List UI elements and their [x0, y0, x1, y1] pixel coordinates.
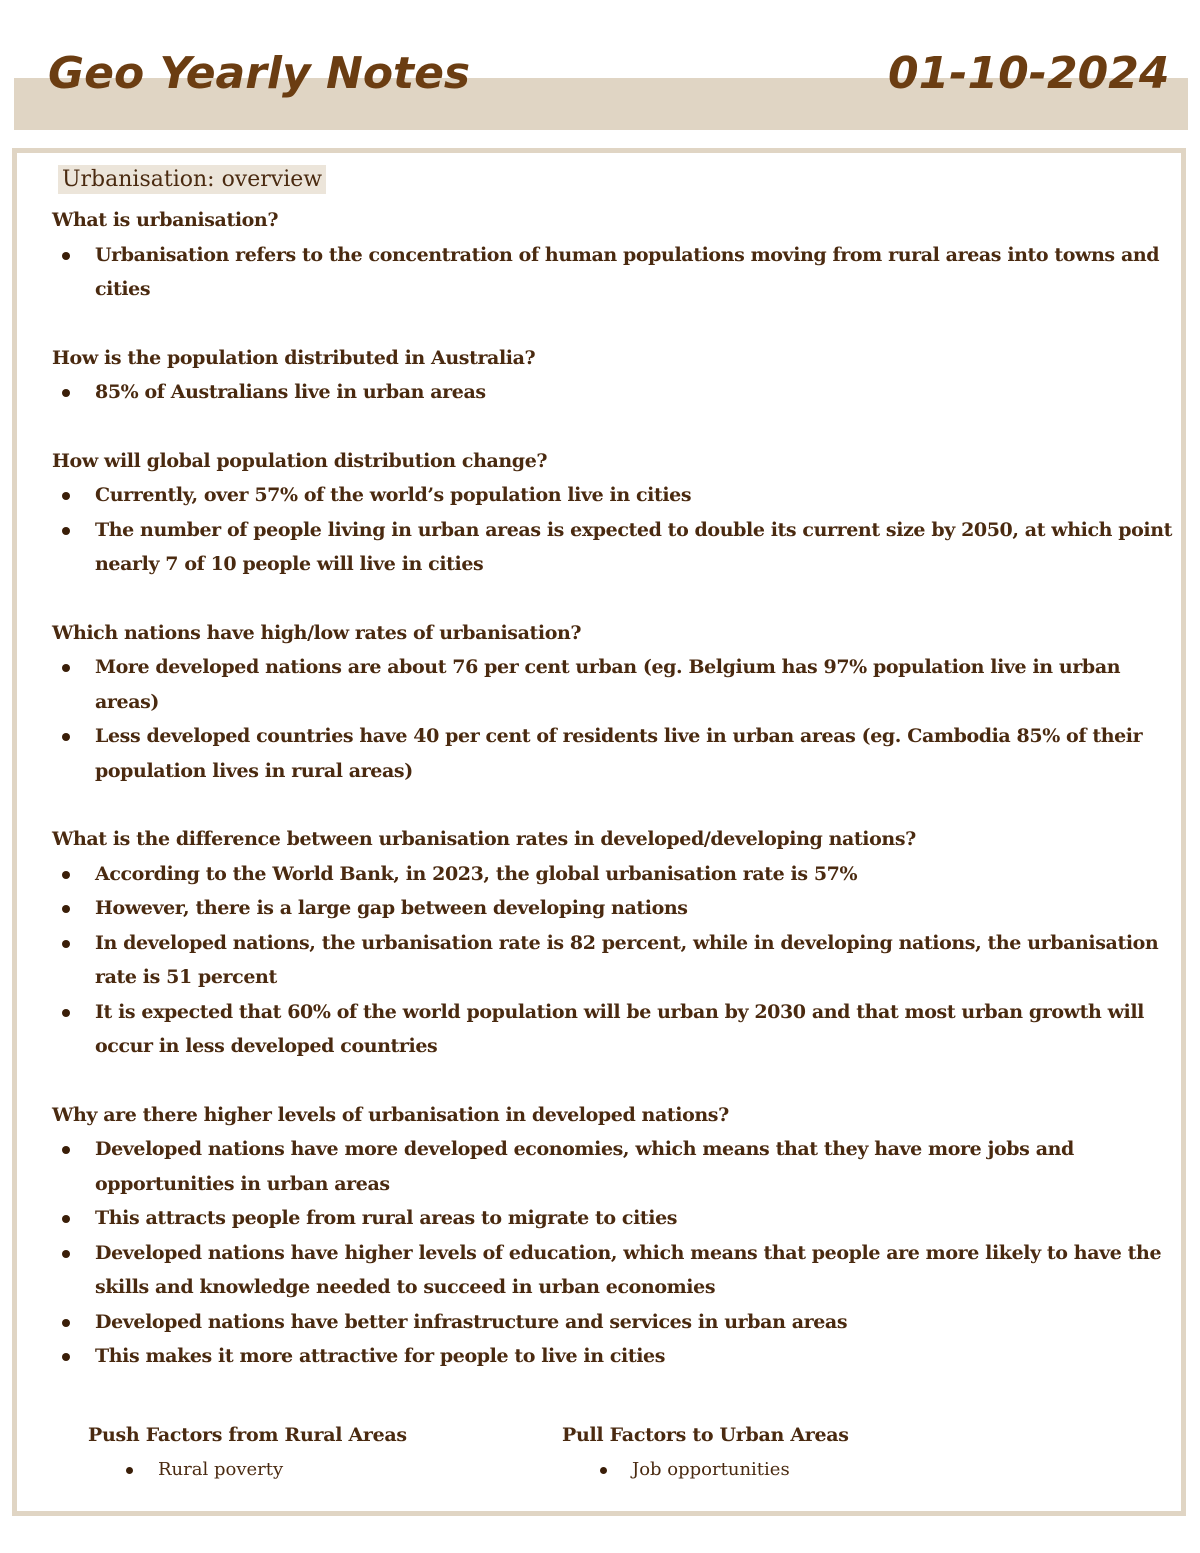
section-question: What is the difference between urbanisation rates in developed/developing nations? [52, 828, 916, 850]
bullet-text: Developed nations have higher levels of education, which means that people are more likely to have the skills and knowledge needed to succeed in urban economies [95, 1241, 1162, 1298]
bullet-dot-icon [62, 871, 70, 879]
notes-body [52, 203, 1182, 1408]
bullet-text: Developed nations have more developed economies, which means that they have more jobs and opportunities in urban areas [95, 1138, 1074, 1195]
pull-factor-label: Job opportunities [632, 1458, 790, 1480]
section-question: How will global population distribution change? [52, 449, 548, 472]
bullet-item [52, 857, 1182, 892]
bullet-list [52, 478, 1182, 582]
pull-factor-item [562, 1453, 849, 1488]
bullet-item [52, 478, 1182, 513]
push-factors-title: Push Factors from Rural Areas [88, 1424, 407, 1446]
bullet-item [52, 513, 1182, 582]
bullet-dot-icon [126, 1467, 133, 1474]
bullet-item [52, 1339, 1182, 1374]
bullet-text: This attracts people from rural areas to migrate to cities [95, 1207, 678, 1229]
bullet-dot-icon [62, 905, 70, 913]
bullet-dot-icon [62, 1146, 70, 1154]
bullet-dot-icon [62, 492, 70, 500]
bullet-dot-icon [62, 733, 70, 741]
bullet-item [52, 995, 1182, 1064]
bullet-item [52, 891, 1182, 926]
bullet-text: According to the World Bank, in 2023, the global urbanisation rate is 57% [95, 862, 858, 885]
bullet-dot-icon [62, 940, 70, 948]
note-section [52, 444, 1182, 582]
note-section [52, 822, 1182, 1064]
bullet-dot-icon [62, 664, 70, 672]
bullet-dot-icon [62, 1353, 70, 1361]
bullet-dot-icon [62, 1215, 70, 1223]
bullet-text: This makes it more attractive for people to live in cities [95, 1345, 666, 1367]
bullet-dot-icon [600, 1467, 607, 1474]
bullet-text: Less developed countries have 40 per cent of residents live in urban areas (eg. Cambodia 85% of their population lives in rural areas) [95, 725, 1143, 782]
section-question: Which nations have high/low rates of urbanisation? [52, 621, 582, 644]
bullet-text: Urbanisation refers to the concentration of human populations moving from rural areas into towns and cities [95, 243, 1160, 300]
note-section [52, 341, 1182, 410]
bullet-text: Developed nations have better infrastructure and services in urban areas [95, 1310, 848, 1333]
bullet-text: In developed nations, the urbanisation rate is 82 percent, while in developing nations, the urbanisation rate is 51 percent [95, 931, 1159, 988]
page-title: Geo Yearly Notes [48, 48, 471, 99]
note-section [52, 616, 1182, 789]
section-question: What is urbanisation? [52, 209, 279, 231]
bullet-item [52, 650, 1182, 719]
section-question: Why are there higher levels of urbanisation in developed nations? [52, 1103, 729, 1126]
bullet-dot-icon [62, 252, 70, 260]
push-factors [88, 1418, 407, 1487]
pull-factors [562, 1418, 849, 1487]
bullet-list [52, 238, 1182, 307]
bullet-item [52, 926, 1182, 995]
bullet-list [52, 857, 1182, 1064]
push-factor-label: Rural poverty [158, 1458, 284, 1480]
bullet-item [52, 1201, 1182, 1236]
bullet-item [52, 238, 1182, 307]
bullet-dot-icon [62, 1319, 70, 1327]
note-section [52, 203, 1182, 307]
bullet-text: More developed nations are about 76 per cent urban (eg. Belgium has 97% population live in urban areas) [95, 656, 1121, 713]
bullet-text: Currently, over 57% of the world’s population live in cities [95, 484, 692, 506]
note-section [52, 1098, 1182, 1374]
bullet-item [52, 719, 1182, 788]
section-question: How is the population distributed in Australia? [52, 346, 536, 369]
bullet-text: 85% of Australians live in urban areas [95, 381, 486, 403]
bullet-item [52, 1305, 1182, 1340]
bullet-list [52, 650, 1182, 788]
pull-factors-title: Pull Factors to Urban Areas [562, 1424, 849, 1446]
section-title: Urbanisation: overview [58, 165, 326, 194]
bullet-item [52, 375, 1182, 410]
bullet-dot-icon [62, 527, 70, 535]
bullet-text: However, there is a large gap between developing nations [95, 897, 688, 919]
push-factor-item [88, 1453, 407, 1488]
bullet-dot-icon [62, 389, 70, 397]
bullet-list [52, 1132, 1182, 1374]
bullet-dot-icon [62, 1250, 70, 1258]
bullet-dot-icon [62, 1009, 70, 1017]
bullet-list [52, 375, 1182, 410]
page-date: 01-10-2024 [888, 48, 1170, 99]
bullet-text: The number of people living in urban areas is expected to double its current size by 2050, at which point nearly 7 of 10 people will live in cities [95, 518, 1173, 575]
bullet-item [52, 1132, 1182, 1201]
bullet-item [52, 1236, 1182, 1305]
bullet-text: It is expected that 60% of the world population will be urban by 2030 and that most urban growth will occur in less developed countries [95, 1000, 1144, 1057]
